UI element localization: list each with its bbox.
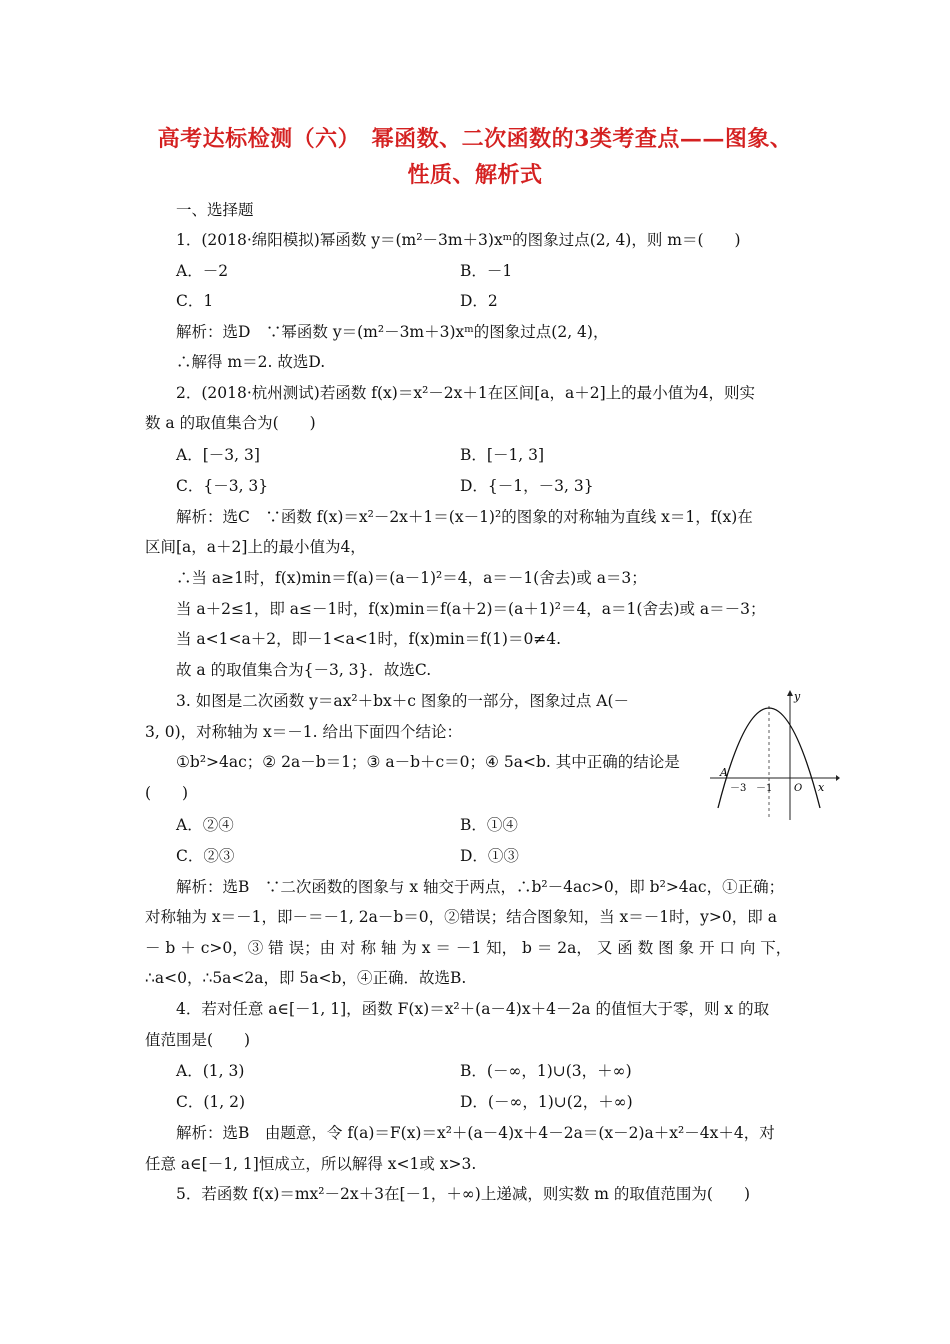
- q1-option-c: C．1: [176, 292, 214, 310]
- q4-option-c: C．(1, 2): [176, 1093, 246, 1111]
- q2-solution-4: 当 a＋2≤1，即 a≤－1时，f(x)min＝f(a＋2)＝(a＋1)²＝4，a＝1(舍去)或 a＝－3；: [176, 600, 766, 618]
- q2-option-c: C．{－3, 3}: [176, 477, 269, 495]
- parabola-figure: [710, 690, 840, 822]
- q3-solution-2: 对称轴为 x＝－1，即－＝－1, 2a－b＝0，②错误；结合图象知，当 x＝－1时，y>0，即 a: [145, 908, 777, 926]
- y-axis-arrow: [787, 690, 793, 696]
- point-a-label: A: [720, 766, 728, 779]
- q3-stem-3: ①b²>4ac；② 2a－b＝1；③ a－b＋c＝0；④ 5a<b. 其中正确的结论是: [176, 753, 680, 771]
- q1-option-a: A．－2: [176, 262, 229, 280]
- q2-option-a: A．[－3, 3]: [176, 446, 260, 464]
- q4-solution-1: 解析：选B 由题意，令 f(a)＝F(x)＝x²＋(a－4)x＋4－2a＝(x－2)a＋x²－4x＋4，对: [176, 1124, 775, 1142]
- title-line-1: 高考达标检测（六） 幂函数、二次函数的3类考查点——图象、: [157, 126, 793, 152]
- q2-solution-2: 区间[a，a＋2]上的最小值为4，: [145, 538, 366, 556]
- q3-solution-1: 解析：选B ∵二次函数的图象与 x 轴交于两点，∴b²－4ac>0，即 b²>4ac，①正确；: [176, 878, 785, 896]
- x-axis-arrow: [836, 775, 840, 781]
- q4-solution-2: 任意 a∈[－1, 1]恒成立，所以解得 x<1或 x>3.: [145, 1155, 477, 1173]
- q4-option-d: D．(－∞，1)∪(2，＋∞): [460, 1093, 633, 1111]
- title-line-2: 性质、解析式: [407, 162, 543, 188]
- q4-option-b: B．(－∞，1)∪(3，＋∞): [460, 1062, 632, 1080]
- q3-solution-3: － b ＋ c>0，③ 错 误；由 对 称 轴 为 x ＝ －1 知， b ＝ 2a， 又 函 数 图 象 开 口 向 下，: [145, 939, 792, 957]
- q1-solution-2: ∴解得 m＝2. 故选D.: [176, 353, 326, 371]
- tick-neg3: －3: [730, 783, 747, 794]
- q2-solution-3: ∴当 a≥1时，f(x)min＝f(a)＝(a－1)²＝4，a＝－1(舍去)或 a＝3；: [176, 569, 647, 587]
- origin-label: O: [794, 783, 803, 794]
- q5-stem-1: 5．若函数 f(x)＝mx²－2x＋3在[－1，＋∞)上递减，则实数 m 的取值范围为( ): [176, 1185, 750, 1203]
- q1-stem: 1．(2018·绵阳模拟)幂函数 y＝(m²－3m＋3)xᵐ的图象过点(2, 4)，则 m＝( ): [176, 231, 741, 249]
- tick-neg1: －1: [756, 783, 773, 794]
- q4-stem-1: 4．若对任意 a∈[－1, 1]，函数 F(x)＝x²＋(a－4)x＋4－2a 的值恒大于零，则 x 的取: [176, 1000, 770, 1018]
- q1-option-b: B．－1: [460, 262, 513, 280]
- q4-option-a: A．(1, 3): [176, 1062, 245, 1080]
- q4-stem-2: 值范围是( ): [145, 1031, 251, 1049]
- q2-option-b: B．[－1, 3]: [460, 446, 545, 464]
- q2-option-d: D．{－1，－3, 3}: [460, 477, 594, 495]
- q3-option-d: D．①③: [460, 847, 519, 865]
- q2-solution-6: 故 a 的取值集合为{－3, 3}．故选C.: [176, 661, 432, 679]
- q2-stem-1: 2．(2018·杭州测试)若函数 f(x)＝x²－2x＋1在区间[a，a＋2]上的最小值为4，则实: [176, 384, 756, 402]
- q3-stem-2: 3, 0)，对称轴为 x＝－1. 给出下面四个结论：: [145, 723, 463, 741]
- q3-option-b: B．①④: [460, 816, 518, 834]
- y-axis-label: y: [794, 690, 801, 703]
- q3-option-a: A．②④: [176, 816, 234, 834]
- q1-option-d: D．2: [460, 292, 498, 310]
- q3-stem-4: ( ): [145, 784, 189, 802]
- x-axis-label: x: [818, 781, 825, 794]
- q2-solution-5: 当 a<1<a＋2，即－1<a<1时，f(x)min＝f(1)＝0≠4.: [176, 630, 562, 648]
- q2-stem-2: 数 a 的取值集合为( ): [145, 414, 316, 432]
- section-heading: 一、选择题: [176, 201, 254, 219]
- q3-stem-1: 3. 如图是二次函数 y＝ax²＋bx＋c 图象的一部分，图象过点 A(－: [176, 692, 630, 710]
- q3-option-c: C．②③: [176, 847, 235, 865]
- q3-solution-4: ∴a<0，∴5a<2a，即 5a<b，④正确．故选B.: [145, 969, 467, 987]
- q2-solution-1: 解析：选C ∵函数 f(x)＝x²－2x＋1＝(x－1)²的图象的对称轴为直线 x＝1，f(x)在: [176, 508, 753, 526]
- q1-solution-1: 解析：选D ∵幂函数 y＝(m²－3m＋3)xᵐ的图象过点(2, 4)，: [176, 323, 609, 341]
